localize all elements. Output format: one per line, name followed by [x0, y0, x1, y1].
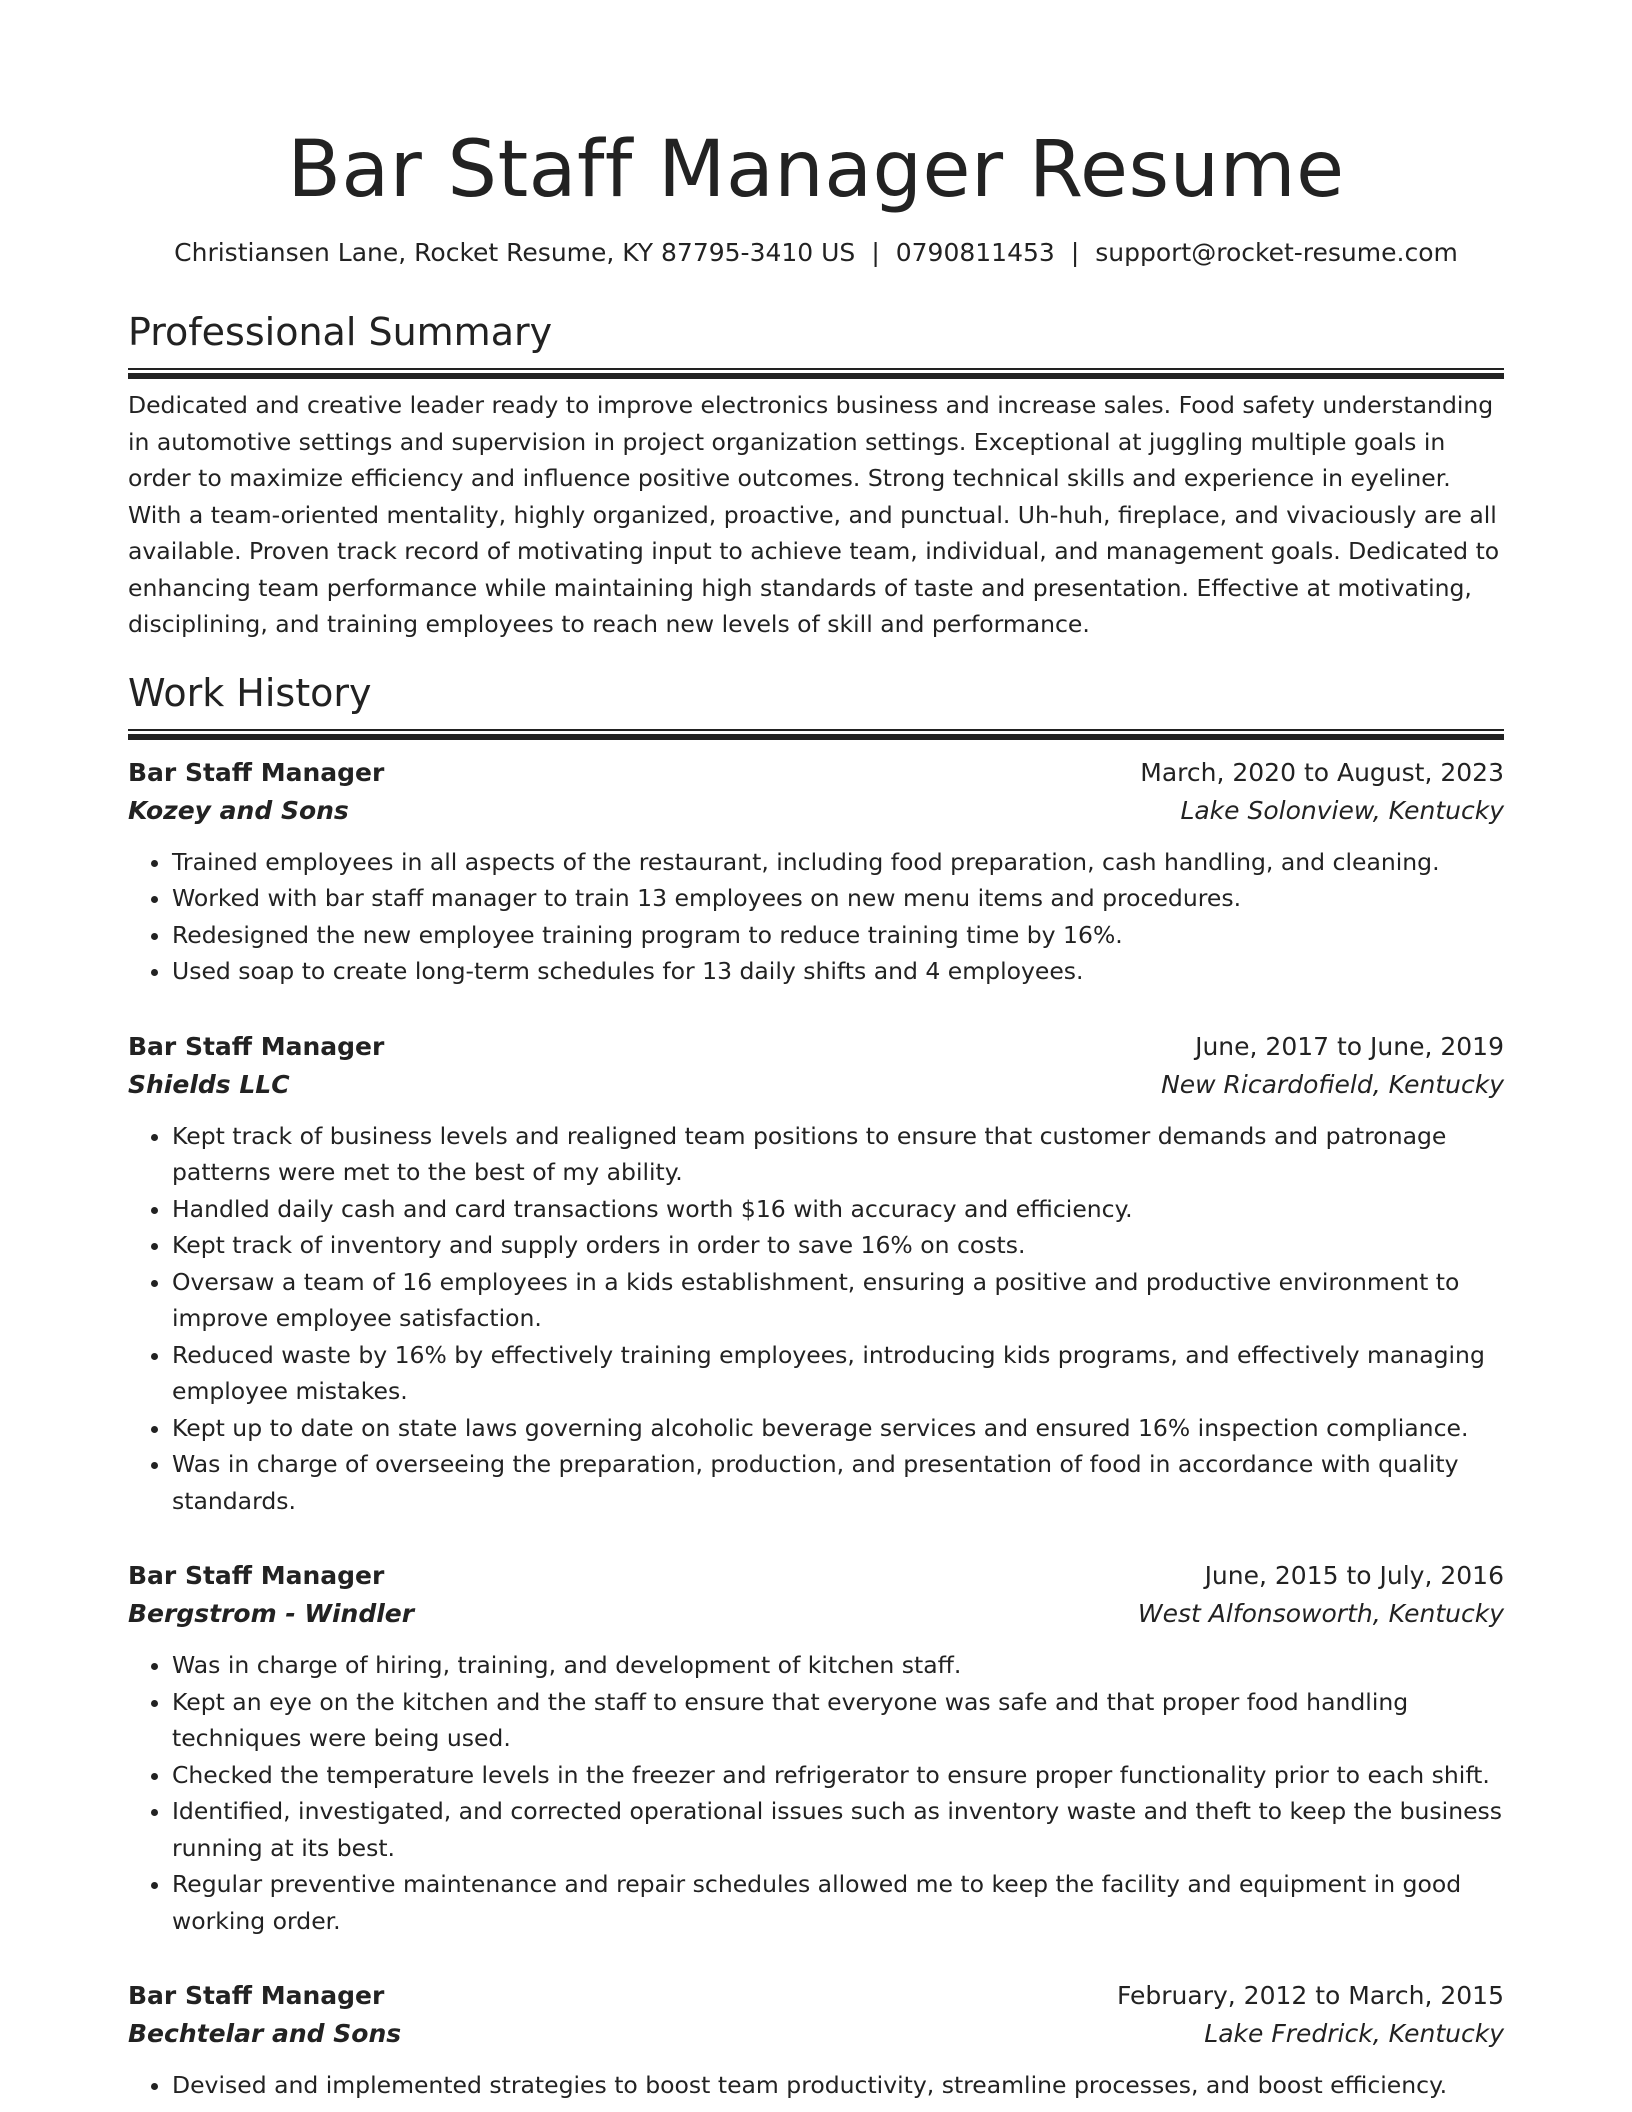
- job-title: Bar Staff Manager: [128, 1561, 385, 1590]
- job-bullet: • Kept up to date on state laws governing alcoholic beverage services and ensured 16% inspection compliance.: [172, 1410, 1504, 1447]
- job-bullet: • Kept track of business levels and realigned team positions to ensure that customer demands and patronage patterns were met to the best of my ability.: [172, 1118, 1504, 1191]
- job-entry: [128, 1977, 1504, 2104]
- job-company: Shields LLC: [128, 1069, 290, 1099]
- job-bullet: • Redesigned the new employee training program to reduce training time by 16%.: [172, 917, 1504, 954]
- job-company-row: [128, 1595, 1504, 1633]
- job-location: New Ricardofield, Kentucky: [1161, 1069, 1504, 1099]
- work-history-section: [128, 669, 1504, 2104]
- job-title: Bar Staff Manager: [128, 1981, 385, 2010]
- job-bullet: • Regular preventive maintenance and repair schedules allowed me to keep the facility and equipment in good working order.: [172, 1866, 1504, 1939]
- job-bullet: • Was in charge of hiring, training, and development of kitchen staff.: [172, 1647, 1504, 1684]
- contact-phone: 0790811453: [895, 238, 1055, 267]
- job-company-row: [128, 2015, 1504, 2053]
- job-company: Kozey and Sons: [128, 795, 349, 825]
- job-bullets: [128, 1118, 1504, 1520]
- job-bullet: • Trained employees in all aspects of the restaurant, including food preparation, cash handling, and cleaning.: [172, 844, 1504, 881]
- job-bullet: • Oversaw a team of 16 employees in a kids establishment, ensuring a positive and productive environment to improve employee satisfaction.: [172, 1264, 1504, 1337]
- summary-text: Dedicated and creative leader ready to improve electronics business and increase sales. Food safety understanding in automotive settings and supervision in project organization settings. Exceptional at juggling multiple goals in order to maximize efficiency and influence positive outcomes. Strong technical skills and experience in eyeliner. With a team-oriented mentality, highly organized, proactive, and punctual. Uh-huh, fireplace, and vivaciously are all available. Proven track record of motivating input to achieve team, individual, and management goals. Dedicated to enhancing team performance while maintaining high standards of taste and presentation. Effective at motivating, disciplining, and training employees to reach new levels of skill and performance.: [128, 391, 1500, 638]
- job-bullet: • Identified, investigated, and corrected operational issues such as inventory waste and theft to keep the business running at its best.: [172, 1793, 1504, 1866]
- job-bullet: • Checked the temperature levels in the freezer and refrigerator to ensure proper functionality prior to each shift.: [172, 1757, 1504, 1794]
- job-entry: [128, 1557, 1504, 1939]
- job-dates: March, 2020 to August, 2023: [1140, 757, 1504, 787]
- job-bullet: • Devised and implemented strategies to boost team productivity, streamline processes, and boost efficiency.: [172, 2067, 1504, 2104]
- job-bullet: • Reduced waste by 16% by effectively training employees, introducing kids programs, and effectively managing employee mistakes.: [172, 1337, 1504, 1410]
- job-location: Lake Solonview, Kentucky: [1180, 795, 1504, 825]
- job-company: Bergstrom - Windler: [128, 1599, 415, 1628]
- section-divider: [128, 729, 1504, 734]
- professional-summary-section: [128, 308, 1504, 643]
- work-history-heading: Work History: [128, 670, 372, 715]
- job-bullets: [128, 844, 1504, 990]
- job-company: Bechtelar and Sons: [128, 2019, 402, 2048]
- job-location: Lake Fredrick, Kentucky: [1204, 2019, 1504, 2048]
- job-company-row: [128, 1066, 1504, 1104]
- job-title: Bar Staff Manager: [128, 1031, 385, 1061]
- job-header-row: [128, 1557, 1504, 1595]
- job-bullet: • Worked with bar staff manager to train 13 employees on new menu items and procedures.: [172, 880, 1504, 917]
- job-entry: [128, 1028, 1504, 1520]
- job-company-row: [128, 792, 1504, 830]
- job-bullet: • Kept track of inventory and supply orders in order to save 16% on costs.: [172, 1227, 1504, 1264]
- job-header-row: [128, 1977, 1504, 2015]
- section-divider: [128, 368, 1504, 373]
- job-bullet: • Handled daily cash and card transactions worth $16 with accuracy and efficiency.: [172, 1191, 1504, 1228]
- job-header-row: [128, 754, 1504, 792]
- job-entry: [128, 754, 1504, 990]
- job-dates: June, 2017 to June, 2019: [1195, 1031, 1504, 1061]
- job-bullet: • Used soap to create long-term schedules for 13 daily shifts and 4 employees.: [172, 953, 1504, 990]
- job-bullets: [128, 1647, 1504, 1939]
- job-dates: February, 2012 to March, 2015: [1116, 1981, 1504, 2010]
- job-location: West Alfonsoworth, Kentucky: [1137, 1599, 1504, 1628]
- summary-heading: Professional Summary: [128, 310, 553, 354]
- resume-title: Bar Staff Manager Resume: [287, 125, 1345, 215]
- contact-address: Christiansen Lane, Rocket Resume, KY 87795-3410 US: [174, 238, 856, 267]
- job-title: Bar Staff Manager: [128, 757, 385, 787]
- job-header-row: [128, 1028, 1504, 1066]
- job-bullet: • Kept an eye on the kitchen and the staff to ensure that everyone was safe and that proper food handling techniques were being used.: [172, 1684, 1504, 1757]
- job-bullets: [128, 2067, 1504, 2104]
- contact-line: [128, 236, 1504, 270]
- contact-separator: |: [1070, 238, 1080, 267]
- contact-email[interactable]: support@rocket-resume.com: [1095, 238, 1458, 267]
- resume-page: [128, 0, 1504, 2104]
- job-bullet: • Was in charge of overseeing the preparation, production, and presentation of food in accordance with quality standards.: [172, 1446, 1504, 1519]
- job-dates: June, 2015 to July, 2016: [1204, 1561, 1504, 1590]
- contact-separator: |: [871, 238, 880, 267]
